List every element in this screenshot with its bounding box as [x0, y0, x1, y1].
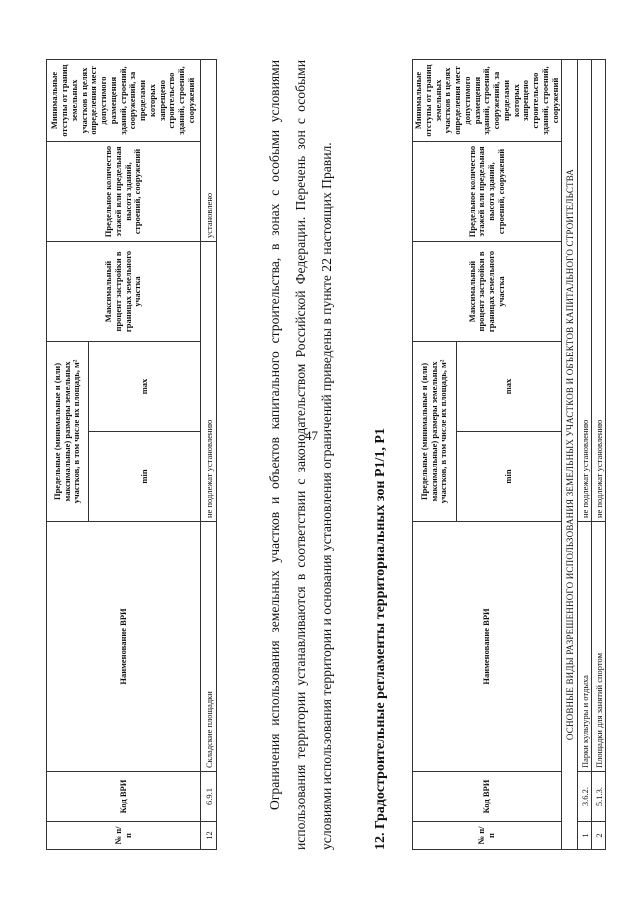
section-title-row: ОСНОВНЫЕ ВИДЫ РАЗРЕШЕННОГО ИСПОЛЬЗОВАНИЯ ЗЕМЕЛЬНЫХ УЧАСТКОВ И ОБЪЕКТОВ КАПИТАЛЬНОГО СТРОИТЕЛЬСТВА	[562, 60, 578, 850]
cell-size: не подлежат установлению	[201, 242, 217, 522]
cell-floors: установлено	[201, 60, 217, 242]
table-row	[578, 60, 592, 850]
cell-name: Парки культуры и отдыха	[578, 522, 592, 772]
col-header-floors: Предельное количество этажей или предельная высота зданий, строений, сооружений	[47, 142, 201, 242]
cell-size: не подлежат установлению	[592, 60, 606, 522]
section-heading: 12. Градостроительные регламенты территориальных зон Р1/1, Р1	[373, 428, 388, 850]
zone-regulations-table	[412, 59, 606, 850]
col-header-num: № п/п	[413, 822, 562, 850]
restrictions-paragraph: Ограничения использования земельных участков и объектов капитального строительства, в зонах с особыми условиями использования территории устанавливаются в соответствии с законодательством Российской Федерации. Перечень зон с особыми условиями использования территории и основания установления ограничений приведены в пункте 22 настоящих Правил.	[266, 60, 334, 850]
col-header-code: Код ВРИ	[413, 772, 562, 822]
page-number: 47	[305, 428, 318, 443]
col-header-max-percent: Максимальный процент застройки в границах земельного участка	[47, 242, 201, 342]
col-header-size: Предельные (минимальные и (или) максимальные) размеры земельных участков, в том числе их площадь, м²	[47, 342, 89, 522]
col-header-min: min	[89, 432, 201, 522]
col-header-num: № п/п	[47, 822, 201, 850]
col-header-name: Наименование ВРИ	[413, 522, 562, 772]
rotated-page-content	[30, 30, 604, 870]
cell-size: не подлежат установлению	[578, 60, 592, 522]
col-header-code: Код ВРИ	[47, 772, 201, 822]
table-row	[592, 60, 606, 850]
col-header-max: max	[456, 342, 562, 432]
col-header-floors: Предельное количество этажей или предельная высота зданий, строений, сооружений	[413, 142, 562, 242]
col-header-setbacks: Минимальные отступы от границ земельных участков в целях определения мест допустимого размещения зданий, строений, сооружений, за пределами которых запрещено строительство зданий, строений, сооружений	[47, 60, 201, 142]
cell-code: 6.9.1	[201, 772, 217, 822]
col-header-min: min	[456, 432, 562, 522]
cell-name: Складские площадки	[201, 522, 217, 772]
cell-num: 1	[578, 822, 592, 850]
cell-num: 2	[592, 822, 606, 850]
table-continuation	[46, 59, 217, 850]
col-header-name: Наименование ВРИ	[47, 522, 201, 772]
col-header-size: Предельные (минимальные и (или) максимальные) размеры земельных участков, в том числе их площадь, м²	[413, 342, 457, 522]
col-header-setbacks: Минимальные отступы от границ земельных участков в целях определения мест допустимого размещения зданий, строений, сооружений, за пределами которых запрещено строительство зданий, строений, сооружений	[413, 60, 562, 142]
cell-name: Площадки для занятий спортом	[592, 522, 606, 772]
cell-code: 5.1.3.	[592, 772, 606, 822]
cell-num: 12	[201, 822, 217, 850]
table-row	[201, 60, 217, 850]
cell-code: 3.6.2.	[578, 772, 592, 822]
col-header-max: max	[89, 342, 201, 432]
col-header-max-percent: Максимальный процент застройки в границах земельного участка	[413, 242, 562, 342]
